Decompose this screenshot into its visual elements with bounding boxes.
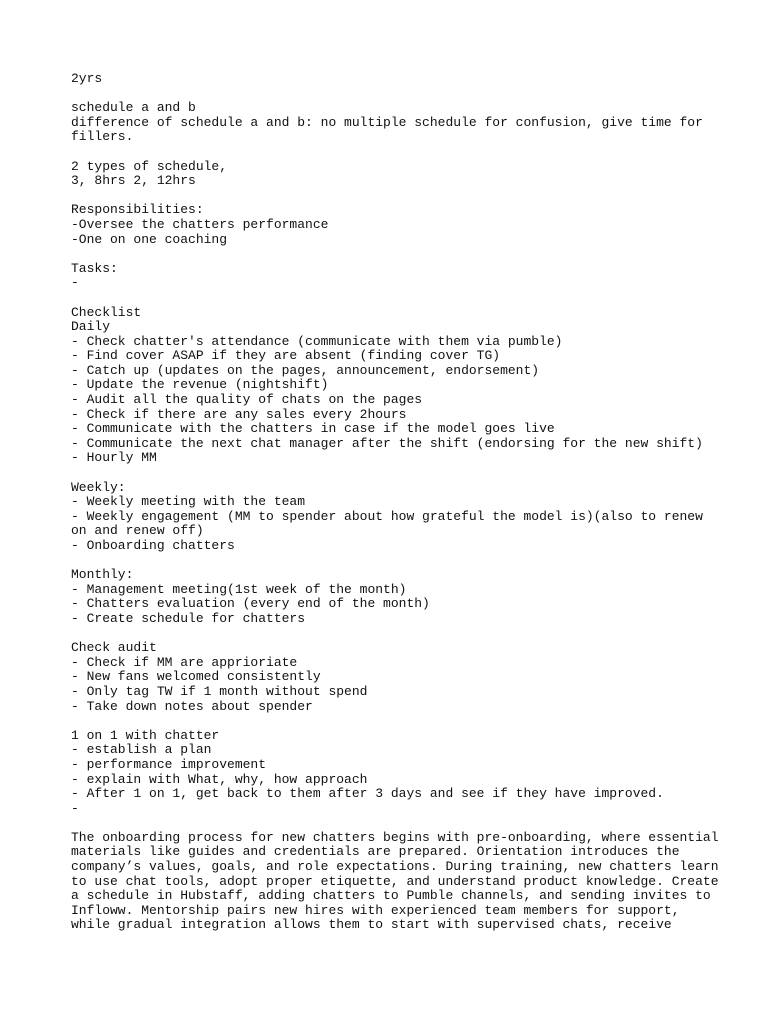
text-line: to use chat tools, adopt proper etiquette, and understand product knowledge. Create [71,873,719,889]
blank-line [71,247,711,262]
text-line: Check audit [71,640,157,656]
blank-line [71,627,711,642]
blank-line [71,189,711,204]
text-line: - performance improvement [71,756,267,772]
document-text [71,71,719,933]
text-line: - [71,800,79,816]
text-line: - Chatters evaluation (every end of the month) [71,596,430,612]
blank-line [71,87,711,102]
text-line: - Catch up (updates on the pages, announcement, endorsement) [71,362,540,378]
text-line: - After 1 on 1, get back to them after 3 days and see if they have improved. [71,786,664,802]
text-line: materials like guides and credentials are prepared. Orientation introduces the [71,844,680,860]
text-line: - New fans welcomed consistently [71,669,321,685]
blank-line [71,291,711,306]
text-line: - Check chatter's attendance (communicate with them via pumble) [71,333,563,349]
text-line: - Check if there are any sales every 2hours [71,406,407,422]
text-line: Responsibilities: [71,202,204,218]
text-line: - Find cover ASAP if they are absent (finding cover TG) [71,348,501,364]
text-line: - [71,275,79,291]
text-line: -Oversee the chatters performance [71,216,329,232]
text-line: - Audit all the quality of chats on the pages [71,392,423,408]
text-line: - Weekly meeting with the team [71,494,306,510]
text-line: - Update the revenue (nightshift) [71,377,329,393]
text-line: -One on one coaching [71,231,228,247]
text-line: Tasks: [71,260,118,276]
text-line: Infloww. Mentorship pairs new hires with experienced team members for support, [71,902,680,918]
text-line: 1 on 1 with chatter [71,727,220,743]
text-line: Weekly: [71,479,126,495]
text-line: - Onboarding chatters [71,538,235,553]
blank-line [71,816,711,831]
text-line: - Weekly engagement (MM to spender about how grateful the model is)(also to renew [71,508,703,524]
blank-line [71,714,711,729]
text-line: - Hourly MM [71,450,157,466]
text-line: 2 types of schedule, [71,158,228,174]
text-line: a schedule in Hubstaff, adding chatters to Pumble channels, and sending invites to [71,888,711,904]
text-line: Checklist [71,304,142,320]
text-line: - establish a plan [71,742,212,758]
text-line: fillers. [71,129,134,145]
text-line: - Take down notes about spender [71,698,313,714]
text-line: - Create schedule for chatters [71,610,306,626]
text-line: company’s values, goals, and role expectations. During training, new chatters learn [71,859,719,875]
text-line: - Communicate with the chatters in case if the model goes live [71,421,555,437]
text-line: schedule a and b [71,100,196,116]
text-line: The onboarding process for new chatters begins with pre-onboarding, where essential [71,829,719,845]
text-line: Monthly: [71,567,134,583]
text-line: 2yrs [71,71,103,86]
text-line: - Communicate the next chat manager after the shift (endorsing for the new shift) [71,435,703,451]
text-line: - Only tag TW if 1 month without spend [71,683,368,699]
text-line: 3, 8hrs 2, 12hrs [71,173,196,189]
text-line: - Management meeting(1st week of the month) [71,581,407,597]
text-line: difference of schedule a and b: no multiple schedule for confusion, give time for [71,114,703,130]
text-line: Daily [71,319,111,335]
text-line: on and renew off) [71,523,204,539]
blank-line [71,554,711,569]
text-line: while gradual integration allows them to start with supervised chats, receive [71,917,672,933]
text-line: - Check if MM are apprioriate [71,654,298,670]
blank-line [71,466,711,481]
blank-line [71,145,711,160]
text-line: - explain with What, why, how approach [71,771,368,787]
